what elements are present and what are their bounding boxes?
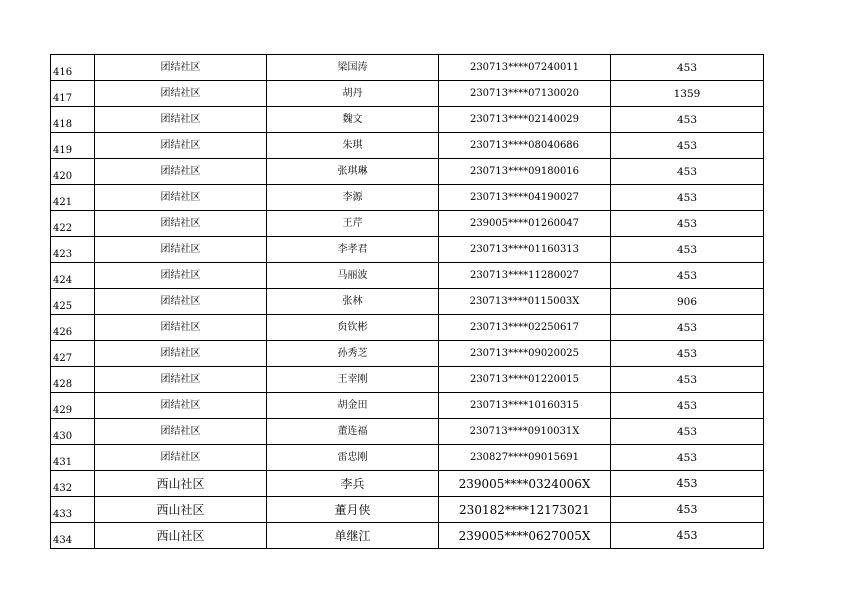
amount-cell: 453 xyxy=(611,341,764,367)
amount-cell: 453 xyxy=(611,237,764,263)
amount-cell: 453 xyxy=(611,393,764,419)
id-number-cell: 230713****04190027 xyxy=(439,185,611,211)
community-cell: 团结社区 xyxy=(95,159,267,185)
row-number-cell: 424 xyxy=(51,263,95,289)
row-number-cell: 422 xyxy=(51,211,95,237)
community-cell: 团结社区 xyxy=(95,289,267,315)
id-number-cell: 230713****07240011 xyxy=(439,55,611,81)
amount-cell: 453 xyxy=(611,367,764,393)
row-number-cell: 418 xyxy=(51,107,95,133)
id-number-cell: 230713****0910031X xyxy=(439,419,611,445)
name-cell: 梁国涛 xyxy=(267,55,439,81)
row-number-cell: 417 xyxy=(51,81,95,107)
name-cell: 王幸刚 xyxy=(267,367,439,393)
community-cell: 团结社区 xyxy=(95,367,267,393)
roster-table xyxy=(50,54,764,549)
table-row xyxy=(51,341,764,367)
community-cell: 西山社区 xyxy=(95,471,267,497)
table-row xyxy=(51,315,764,341)
row-number-cell: 432 xyxy=(51,471,95,497)
amount-cell: 453 xyxy=(611,185,764,211)
table-row xyxy=(51,263,764,289)
amount-cell: 453 xyxy=(611,445,764,471)
table-row xyxy=(51,471,764,497)
amount-cell: 453 xyxy=(611,55,764,81)
id-number-cell: 230713****09180016 xyxy=(439,159,611,185)
table-row xyxy=(51,185,764,211)
table-row xyxy=(51,159,764,185)
name-cell: 单继江 xyxy=(267,523,439,549)
roster-table-body xyxy=(51,55,764,549)
amount-cell: 453 xyxy=(611,419,764,445)
name-cell: 胡金田 xyxy=(267,393,439,419)
id-number-cell: 230713****01220015 xyxy=(439,367,611,393)
name-cell: 马丽波 xyxy=(267,263,439,289)
id-number-cell: 239005****01260047 xyxy=(439,211,611,237)
row-number-cell: 421 xyxy=(51,185,95,211)
amount-cell: 906 xyxy=(611,289,764,315)
name-cell: 李孝君 xyxy=(267,237,439,263)
row-number-cell: 426 xyxy=(51,315,95,341)
row-number-cell: 427 xyxy=(51,341,95,367)
amount-cell: 453 xyxy=(611,263,764,289)
row-number-cell: 420 xyxy=(51,159,95,185)
table-row xyxy=(51,55,764,81)
table-row xyxy=(51,237,764,263)
name-cell: 李兵 xyxy=(267,471,439,497)
row-number-cell: 434 xyxy=(51,523,95,549)
amount-cell: 453 xyxy=(611,107,764,133)
name-cell: 雷忠刚 xyxy=(267,445,439,471)
id-number-cell: 230713****10160315 xyxy=(439,393,611,419)
table-row xyxy=(51,81,764,107)
amount-cell: 453 xyxy=(611,315,764,341)
amount-cell: 453 xyxy=(611,133,764,159)
row-number-cell: 431 xyxy=(51,445,95,471)
id-number-cell: 239005****0627005X xyxy=(439,523,611,549)
community-cell: 团结社区 xyxy=(95,315,267,341)
name-cell: 胡丹 xyxy=(267,81,439,107)
community-cell: 西山社区 xyxy=(95,497,267,523)
id-number-cell: 230713****0115003X xyxy=(439,289,611,315)
id-number-cell: 230713****02250617 xyxy=(439,315,611,341)
amount-cell: 453 xyxy=(611,471,764,497)
table-row xyxy=(51,445,764,471)
community-cell: 团结社区 xyxy=(95,445,267,471)
community-cell: 团结社区 xyxy=(95,133,267,159)
id-number-cell: 230827****09015691 xyxy=(439,445,611,471)
table-row xyxy=(51,133,764,159)
community-cell: 团结社区 xyxy=(95,419,267,445)
name-cell: 李源 xyxy=(267,185,439,211)
table-row xyxy=(51,289,764,315)
table-row xyxy=(51,367,764,393)
amount-cell: 453 xyxy=(611,523,764,549)
id-number-cell: 230713****08040686 xyxy=(439,133,611,159)
name-cell: 孙秀芝 xyxy=(267,341,439,367)
community-cell: 团结社区 xyxy=(95,341,267,367)
row-number-cell: 433 xyxy=(51,497,95,523)
table-row xyxy=(51,419,764,445)
table-row xyxy=(51,523,764,549)
community-cell: 团结社区 xyxy=(95,185,267,211)
row-number-cell: 428 xyxy=(51,367,95,393)
id-number-cell: 230182****12173021 xyxy=(439,497,611,523)
community-cell: 团结社区 xyxy=(95,237,267,263)
community-cell: 团结社区 xyxy=(95,263,267,289)
amount-cell: 453 xyxy=(611,159,764,185)
amount-cell: 453 xyxy=(611,497,764,523)
name-cell: 贠钦彬 xyxy=(267,315,439,341)
row-number-cell: 425 xyxy=(51,289,95,315)
table-row xyxy=(51,497,764,523)
community-cell: 西山社区 xyxy=(95,523,267,549)
id-number-cell: 230713****01160313 xyxy=(439,237,611,263)
id-number-cell: 230713****11280027 xyxy=(439,263,611,289)
community-cell: 团结社区 xyxy=(95,393,267,419)
name-cell: 王芹 xyxy=(267,211,439,237)
table-row xyxy=(51,211,764,237)
amount-cell: 453 xyxy=(611,211,764,237)
name-cell: 董月侠 xyxy=(267,497,439,523)
row-number-cell: 430 xyxy=(51,419,95,445)
row-number-cell: 429 xyxy=(51,393,95,419)
community-cell: 团结社区 xyxy=(95,107,267,133)
row-number-cell: 416 xyxy=(51,55,95,81)
table-row xyxy=(51,393,764,419)
community-cell: 团结社区 xyxy=(95,81,267,107)
name-cell: 张林 xyxy=(267,289,439,315)
id-number-cell: 230713****07130020 xyxy=(439,81,611,107)
id-number-cell: 230713****02140029 xyxy=(439,107,611,133)
amount-cell: 1359 xyxy=(611,81,764,107)
row-number-cell: 423 xyxy=(51,237,95,263)
id-number-cell: 230713****09020025 xyxy=(439,341,611,367)
name-cell: 魏文 xyxy=(267,107,439,133)
row-number-cell: 419 xyxy=(51,133,95,159)
id-number-cell: 239005****0324006X xyxy=(439,471,611,497)
community-cell: 团结社区 xyxy=(95,55,267,81)
community-cell: 团结社区 xyxy=(95,211,267,237)
name-cell: 张琪琳 xyxy=(267,159,439,185)
name-cell: 董连福 xyxy=(267,419,439,445)
name-cell: 朱琪 xyxy=(267,133,439,159)
table-row xyxy=(51,107,764,133)
